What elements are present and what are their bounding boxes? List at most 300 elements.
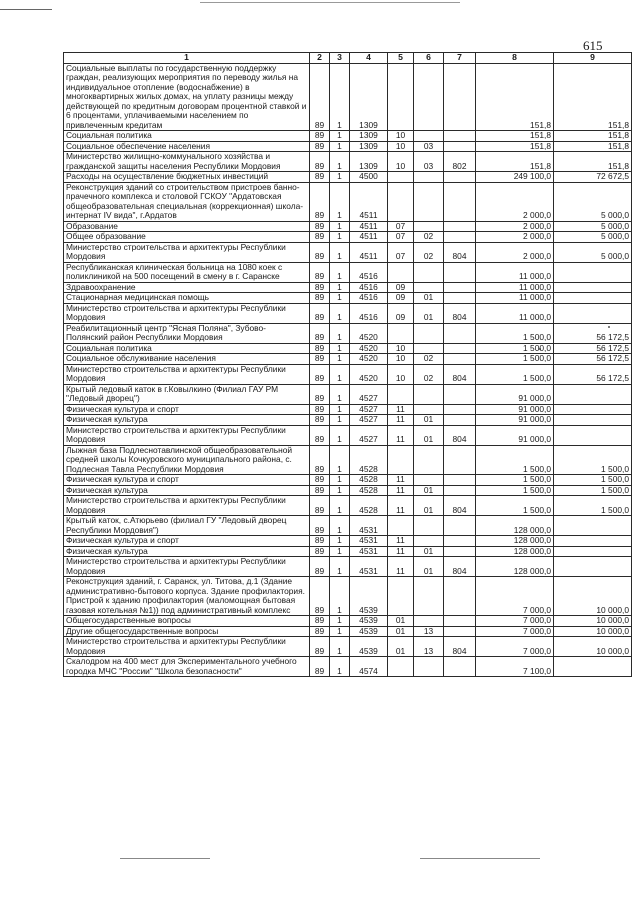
- code-section-cell: [388, 384, 414, 404]
- code-section-cell: 01: [388, 616, 414, 627]
- code-expense-type-cell: [444, 626, 476, 637]
- code-section-cell: 11: [388, 546, 414, 557]
- code-target-cell: 4528: [350, 485, 388, 496]
- item-name-cell: Министерство жилищно-коммунального хозяйства и гражданской защиты населения Республики Мордовия: [64, 152, 310, 172]
- code-target-cell: 4516: [350, 282, 388, 293]
- code-sub-cell: 1: [330, 343, 350, 354]
- code-grbs-cell: 89: [310, 303, 330, 323]
- amount-year-2-cell: 56 172,5: [554, 343, 632, 354]
- table-row: [64, 293, 632, 304]
- column-header-9: 9: [554, 53, 632, 64]
- amount-year-2-cell: [554, 657, 632, 677]
- code-grbs-cell: 89: [310, 626, 330, 637]
- amount-year-2-cell: [554, 536, 632, 547]
- code-expense-type-cell: [444, 546, 476, 557]
- amount-year-1-cell: 7 000,0: [476, 616, 554, 627]
- table-row: [64, 404, 632, 415]
- amount-year-1-cell: 1 500,0: [476, 496, 554, 516]
- code-expense-type-cell: 804: [444, 425, 476, 445]
- code-expense-type-cell: 804: [444, 496, 476, 516]
- amount-year-1-cell: 128 000,0: [476, 516, 554, 536]
- code-section-cell: 10: [388, 364, 414, 384]
- item-name-cell: Общее образование: [64, 232, 310, 243]
- code-target-cell: 4531: [350, 546, 388, 557]
- amount-year-1-cell: 11 000,0: [476, 282, 554, 293]
- amount-year-2-cell: 5 000,0: [554, 221, 632, 232]
- code-sub-cell: 1: [330, 546, 350, 557]
- table-row: [64, 152, 632, 172]
- code-target-cell: 4516: [350, 303, 388, 323]
- table-row: [64, 516, 632, 536]
- table-row: [64, 303, 632, 323]
- code-section-cell: 10: [388, 152, 414, 172]
- code-target-cell: 1309: [350, 63, 388, 131]
- code-sub-cell: 1: [330, 282, 350, 293]
- amount-year-1-cell: 151,8: [476, 141, 554, 152]
- code-subsection-cell: [414, 616, 444, 627]
- code-target-cell: 4527: [350, 384, 388, 404]
- amount-year-1-cell: 2 000,0: [476, 232, 554, 243]
- amount-year-1-cell: 151,8: [476, 63, 554, 131]
- code-grbs-cell: 89: [310, 141, 330, 152]
- code-subsection-cell: [414, 577, 444, 616]
- code-target-cell: 4516: [350, 293, 388, 304]
- code-subsection-cell: 03: [414, 152, 444, 172]
- code-expense-type-cell: 802: [444, 152, 476, 172]
- amount-year-2-cell: 10 000,0: [554, 616, 632, 627]
- amount-year-2-cell: [554, 425, 632, 445]
- amount-year-2-cell: 1 500,0: [554, 475, 632, 486]
- code-target-cell: 4528: [350, 445, 388, 475]
- code-expense-type-cell: 804: [444, 303, 476, 323]
- code-grbs-cell: 89: [310, 557, 330, 577]
- code-expense-type-cell: [444, 141, 476, 152]
- code-target-cell: 4539: [350, 637, 388, 657]
- code-subsection-cell: [414, 475, 444, 486]
- code-subsection-cell: 01: [414, 546, 444, 557]
- code-target-cell: 4527: [350, 415, 388, 426]
- code-section-cell: [388, 577, 414, 616]
- amount-year-1-cell: 1 500,0: [476, 485, 554, 496]
- table-row: [64, 657, 632, 677]
- code-subsection-cell: 03: [414, 141, 444, 152]
- code-sub-cell: 1: [330, 384, 350, 404]
- code-expense-type-cell: [444, 221, 476, 232]
- code-section-cell: 09: [388, 293, 414, 304]
- code-section-cell: [388, 323, 414, 343]
- code-sub-cell: 1: [330, 141, 350, 152]
- code-subsection-cell: [414, 172, 444, 183]
- code-sub-cell: 1: [330, 577, 350, 616]
- code-sub-cell: 1: [330, 516, 350, 536]
- amount-year-2-cell: 5 000,0: [554, 182, 632, 221]
- amount-year-2-cell: 56 172,5: [554, 323, 632, 343]
- amount-year-1-cell: 7 000,0: [476, 626, 554, 637]
- code-expense-type-cell: [444, 415, 476, 426]
- code-target-cell: 4531: [350, 516, 388, 536]
- amount-year-1-cell: 2 000,0: [476, 182, 554, 221]
- code-target-cell: 4500: [350, 172, 388, 183]
- code-sub-cell: 1: [330, 496, 350, 516]
- code-target-cell: 4511: [350, 232, 388, 243]
- amount-year-2-cell: 1 500,0: [554, 496, 632, 516]
- code-section-cell: 10: [388, 141, 414, 152]
- table-row: [64, 626, 632, 637]
- code-grbs-cell: 89: [310, 282, 330, 293]
- code-section-cell: [388, 657, 414, 677]
- code-subsection-cell: [414, 445, 444, 475]
- table-row: [64, 354, 632, 365]
- code-section-cell: 11: [388, 557, 414, 577]
- code-sub-cell: 1: [330, 262, 350, 282]
- amount-year-2-cell: [554, 546, 632, 557]
- amount-year-2-cell: 10 000,0: [554, 626, 632, 637]
- amount-year-1-cell: 91 000,0: [476, 404, 554, 415]
- code-sub-cell: 1: [330, 172, 350, 183]
- amount-year-2-cell: [554, 557, 632, 577]
- code-expense-type-cell: [444, 577, 476, 616]
- code-subsection-cell: [414, 323, 444, 343]
- code-subsection-cell: [414, 536, 444, 547]
- amount-year-1-cell: 1 500,0: [476, 354, 554, 365]
- amount-year-1-cell: 151,8: [476, 131, 554, 142]
- code-grbs-cell: 89: [310, 232, 330, 243]
- amount-year-2-cell: 151,8: [554, 131, 632, 142]
- scan-artifact-line: [120, 858, 210, 859]
- code-expense-type-cell: 804: [444, 242, 476, 262]
- code-grbs-cell: 89: [310, 546, 330, 557]
- code-grbs-cell: 89: [310, 182, 330, 221]
- column-header-2: 2: [310, 53, 330, 64]
- table-row: [64, 141, 632, 152]
- code-target-cell: 4539: [350, 616, 388, 627]
- code-grbs-cell: 89: [310, 485, 330, 496]
- code-target-cell: 4539: [350, 626, 388, 637]
- amount-year-2-cell: 72 672,5: [554, 172, 632, 183]
- item-name-cell: Физическая культура: [64, 485, 310, 496]
- table-header-row: [64, 53, 632, 64]
- amount-year-2-cell: [554, 262, 632, 282]
- code-section-cell: [388, 182, 414, 221]
- code-grbs-cell: 89: [310, 496, 330, 516]
- code-subsection-cell: 01: [414, 557, 444, 577]
- item-name-cell: Социальная политика: [64, 343, 310, 354]
- code-expense-type-cell: [444, 323, 476, 343]
- code-subsection-cell: 01: [414, 496, 444, 516]
- code-sub-cell: 1: [330, 657, 350, 677]
- item-name-cell: Другие общегосударственные вопросы: [64, 626, 310, 637]
- table-row: [64, 182, 632, 221]
- column-header-5: 5: [388, 53, 414, 64]
- code-target-cell: 4511: [350, 221, 388, 232]
- code-expense-type-cell: [444, 293, 476, 304]
- code-section-cell: [388, 262, 414, 282]
- code-target-cell: 4520: [350, 323, 388, 343]
- code-expense-type-cell: [444, 282, 476, 293]
- scan-artifact-line: [200, 2, 460, 3]
- code-target-cell: 4528: [350, 496, 388, 516]
- column-header-4: 4: [350, 53, 388, 64]
- item-name-cell: Физическая культура и спорт: [64, 475, 310, 486]
- code-expense-type-cell: [444, 384, 476, 404]
- code-target-cell: 4520: [350, 364, 388, 384]
- amount-year-2-cell: [554, 404, 632, 415]
- code-target-cell: 4528: [350, 475, 388, 486]
- code-grbs-cell: 89: [310, 657, 330, 677]
- code-expense-type-cell: [444, 536, 476, 547]
- code-expense-type-cell: 804: [444, 637, 476, 657]
- table-row: [64, 221, 632, 232]
- code-subsection-cell: 01: [414, 425, 444, 445]
- code-grbs-cell: 89: [310, 404, 330, 415]
- code-grbs-cell: 89: [310, 63, 330, 131]
- code-section-cell: 11: [388, 425, 414, 445]
- item-name-cell: Социальное обслуживание населения: [64, 354, 310, 365]
- amount-year-1-cell: 91 000,0: [476, 415, 554, 426]
- code-section-cell: 01: [388, 626, 414, 637]
- code-expense-type-cell: 804: [444, 557, 476, 577]
- code-expense-type-cell: [444, 475, 476, 486]
- amount-year-2-cell: 1 500,0: [554, 445, 632, 475]
- code-sub-cell: 1: [330, 232, 350, 243]
- code-sub-cell: 1: [330, 63, 350, 131]
- amount-year-1-cell: 1 500,0: [476, 475, 554, 486]
- code-sub-cell: 1: [330, 182, 350, 221]
- amount-year-2-cell: 56 172,5: [554, 354, 632, 365]
- table-row: [64, 496, 632, 516]
- code-subsection-cell: [414, 262, 444, 282]
- code-grbs-cell: 89: [310, 425, 330, 445]
- item-name-cell: Министерство строительства и архитектуры Республики Мордовия: [64, 557, 310, 577]
- code-subsection-cell: 01: [414, 415, 444, 426]
- code-expense-type-cell: [444, 516, 476, 536]
- code-subsection-cell: [414, 131, 444, 142]
- table-row: [64, 242, 632, 262]
- code-section-cell: 11: [388, 536, 414, 547]
- code-grbs-cell: 89: [310, 323, 330, 343]
- code-section-cell: 07: [388, 232, 414, 243]
- code-subsection-cell: 13: [414, 637, 444, 657]
- code-subsection-cell: 02: [414, 354, 444, 365]
- code-target-cell: 1309: [350, 131, 388, 142]
- code-section-cell: 10: [388, 354, 414, 365]
- code-sub-cell: 1: [330, 637, 350, 657]
- scan-artifact-line: [0, 9, 52, 10]
- code-target-cell: 1309: [350, 141, 388, 152]
- item-name-cell: Социальные выплаты по государственную поддержку граждан, реализующих мероприятия по переводу жилья на индивидуальное отопление (водоснабжение) в многоквартирных жилых домах, на уплату разницы между действующей по кредитным договорам процентной ставкой и 6 процентами, уплачиваемыми населением по привлеченным кредитам: [64, 63, 310, 131]
- code-subsection-cell: [414, 182, 444, 221]
- table-row: [64, 577, 632, 616]
- column-header-7: 7: [444, 53, 476, 64]
- code-grbs-cell: 89: [310, 616, 330, 627]
- code-grbs-cell: 89: [310, 415, 330, 426]
- amount-year-1-cell: 11 000,0: [476, 262, 554, 282]
- amount-year-2-cell: [554, 303, 632, 323]
- code-target-cell: 4527: [350, 404, 388, 415]
- code-section-cell: 07: [388, 221, 414, 232]
- page-number: 615: [583, 38, 603, 53]
- amount-year-2-cell: [554, 415, 632, 426]
- code-expense-type-cell: 804: [444, 364, 476, 384]
- code-grbs-cell: 89: [310, 262, 330, 282]
- table-row: [64, 415, 632, 426]
- code-sub-cell: 1: [330, 485, 350, 496]
- code-section-cell: 10: [388, 343, 414, 354]
- code-expense-type-cell: [444, 404, 476, 415]
- amount-year-1-cell: 249 100,0: [476, 172, 554, 183]
- table-row: [64, 557, 632, 577]
- amount-year-1-cell: 128 000,0: [476, 536, 554, 547]
- code-grbs-cell: 89: [310, 172, 330, 183]
- code-subsection-cell: [414, 657, 444, 677]
- table-row: [64, 445, 632, 475]
- item-name-cell: Расходы на осуществление бюджетных инвестиций: [64, 172, 310, 183]
- code-subsection-cell: 02: [414, 364, 444, 384]
- amount-year-2-cell: 151,8: [554, 63, 632, 131]
- item-name-cell: Министерство строительства и архитектуры Республики Мордовия: [64, 364, 310, 384]
- code-expense-type-cell: [444, 485, 476, 496]
- amount-year-2-cell: 5 000,0: [554, 232, 632, 243]
- item-name-cell: Лыжная база Подлеснотавлинской общеобразовательной средней школы Кочкуровского муниципального района, с. Подлесная Тавла Республики Мордовия: [64, 445, 310, 475]
- code-target-cell: 4516: [350, 262, 388, 282]
- code-sub-cell: 1: [330, 293, 350, 304]
- code-sub-cell: 1: [330, 626, 350, 637]
- table-row: [64, 425, 632, 445]
- code-subsection-cell: [414, 282, 444, 293]
- table-row: [64, 232, 632, 243]
- code-subsection-cell: 13: [414, 626, 444, 637]
- code-section-cell: 11: [388, 415, 414, 426]
- code-sub-cell: 1: [330, 616, 350, 627]
- code-sub-cell: 1: [330, 425, 350, 445]
- amount-year-1-cell: 91 000,0: [476, 425, 554, 445]
- code-sub-cell: 1: [330, 445, 350, 475]
- code-grbs-cell: 89: [310, 475, 330, 486]
- amount-year-1-cell: 128 000,0: [476, 557, 554, 577]
- amount-year-1-cell: 1 500,0: [476, 343, 554, 354]
- amount-year-1-cell: 1 500,0: [476, 364, 554, 384]
- code-section-cell: 09: [388, 303, 414, 323]
- code-section-cell: [388, 172, 414, 183]
- code-section-cell: [388, 63, 414, 131]
- code-sub-cell: 1: [330, 404, 350, 415]
- code-sub-cell: 1: [330, 152, 350, 172]
- code-grbs-cell: 89: [310, 221, 330, 232]
- item-name-cell: Социальная политика: [64, 131, 310, 142]
- code-grbs-cell: 89: [310, 354, 330, 365]
- amount-year-1-cell: 11 000,0: [476, 303, 554, 323]
- item-name-cell: Физическая культура: [64, 415, 310, 426]
- code-subsection-cell: [414, 63, 444, 131]
- code-expense-type-cell: [444, 343, 476, 354]
- amount-year-2-cell: 56 172,5: [554, 364, 632, 384]
- table-row: [64, 546, 632, 557]
- code-grbs-cell: 89: [310, 152, 330, 172]
- code-grbs-cell: 89: [310, 384, 330, 404]
- item-name-cell: Реконструкция зданий, г. Саранск, ул. Титова, д.1 (Здание административно-бытового корпуса. Здание профилактория. Пристрой к зданию профилактория (маломощная бытовая газовая котельная №1)) под административный комплекс: [64, 577, 310, 616]
- table-row: [64, 343, 632, 354]
- code-sub-cell: 1: [330, 475, 350, 486]
- code-subsection-cell: [414, 221, 444, 232]
- table-row: [64, 282, 632, 293]
- code-grbs-cell: 89: [310, 293, 330, 304]
- amount-year-1-cell: 2 000,0: [476, 242, 554, 262]
- code-grbs-cell: 89: [310, 445, 330, 475]
- code-grbs-cell: 89: [310, 577, 330, 616]
- item-name-cell: Образование: [64, 221, 310, 232]
- amount-year-2-cell: [554, 516, 632, 536]
- code-subsection-cell: [414, 384, 444, 404]
- budget-table: [63, 52, 632, 677]
- code-section-cell: [388, 516, 414, 536]
- table-row: [64, 616, 632, 627]
- table-row: [64, 384, 632, 404]
- code-grbs-cell: 89: [310, 637, 330, 657]
- column-header-3: 3: [330, 53, 350, 64]
- table-row: [64, 172, 632, 183]
- item-name-cell: Общегосударственные вопросы: [64, 616, 310, 627]
- code-subsection-cell: 01: [414, 293, 444, 304]
- code-grbs-cell: 89: [310, 343, 330, 354]
- code-expense-type-cell: [444, 131, 476, 142]
- item-name-cell: Республиканская клиническая больница на 1080 коек с поликлиникой на 500 посещений в смену в г. Саранске: [64, 262, 310, 282]
- code-section-cell: 11: [388, 485, 414, 496]
- amount-year-2-cell: 5 000,0: [554, 242, 632, 262]
- code-sub-cell: 1: [330, 415, 350, 426]
- code-subsection-cell: 01: [414, 485, 444, 496]
- table-row: [64, 637, 632, 657]
- code-expense-type-cell: [444, 354, 476, 365]
- code-target-cell: 1309: [350, 152, 388, 172]
- amount-year-2-cell: 151,8: [554, 152, 632, 172]
- code-expense-type-cell: [444, 616, 476, 627]
- item-name-cell: Физическая культура и спорт: [64, 536, 310, 547]
- item-name-cell: Здравоохранение: [64, 282, 310, 293]
- code-sub-cell: 1: [330, 536, 350, 547]
- code-target-cell: 4527: [350, 425, 388, 445]
- item-name-cell: Министерство строительства и архитектуры Республики Мордовия: [64, 303, 310, 323]
- amount-year-2-cell: 151,8: [554, 141, 632, 152]
- code-expense-type-cell: [444, 657, 476, 677]
- amount-year-1-cell: 2 000,0: [476, 221, 554, 232]
- code-sub-cell: 1: [330, 354, 350, 365]
- code-target-cell: 4574: [350, 657, 388, 677]
- code-subsection-cell: [414, 343, 444, 354]
- amount-year-2-cell: 10 000,0: [554, 577, 632, 616]
- amount-year-1-cell: 7 000,0: [476, 577, 554, 616]
- table-body: [64, 63, 632, 677]
- item-name-cell: Реконструкция зданий со строительством пристроев банно-прачечного комплекса и столовой ГСКОУ "Ардатовская общеобразовательная специальная (коррекционная) школа-интернат IV вида", г.Ардатов: [64, 182, 310, 221]
- item-name-cell: Министерство строительства и архитектуры Республики Мордовия: [64, 242, 310, 262]
- item-name-cell: Стационарная медицинская помощь: [64, 293, 310, 304]
- amount-year-1-cell: 11 000,0: [476, 293, 554, 304]
- code-grbs-cell: 89: [310, 536, 330, 547]
- code-section-cell: 07: [388, 242, 414, 262]
- code-target-cell: 4520: [350, 354, 388, 365]
- column-header-6: 6: [414, 53, 444, 64]
- amount-year-1-cell: 128 000,0: [476, 546, 554, 557]
- amount-year-1-cell: 91 000,0: [476, 384, 554, 404]
- code-grbs-cell: 89: [310, 364, 330, 384]
- code-grbs-cell: 89: [310, 131, 330, 142]
- code-expense-type-cell: [444, 63, 476, 131]
- item-name-cell: Физическая культура и спорт: [64, 404, 310, 415]
- amount-year-2-cell: 1 500,0: [554, 485, 632, 496]
- amount-year-2-cell: [554, 293, 632, 304]
- item-name-cell: Министерство строительства и архитектуры Республики Мордовия: [64, 425, 310, 445]
- code-sub-cell: 1: [330, 131, 350, 142]
- code-section-cell: 11: [388, 404, 414, 415]
